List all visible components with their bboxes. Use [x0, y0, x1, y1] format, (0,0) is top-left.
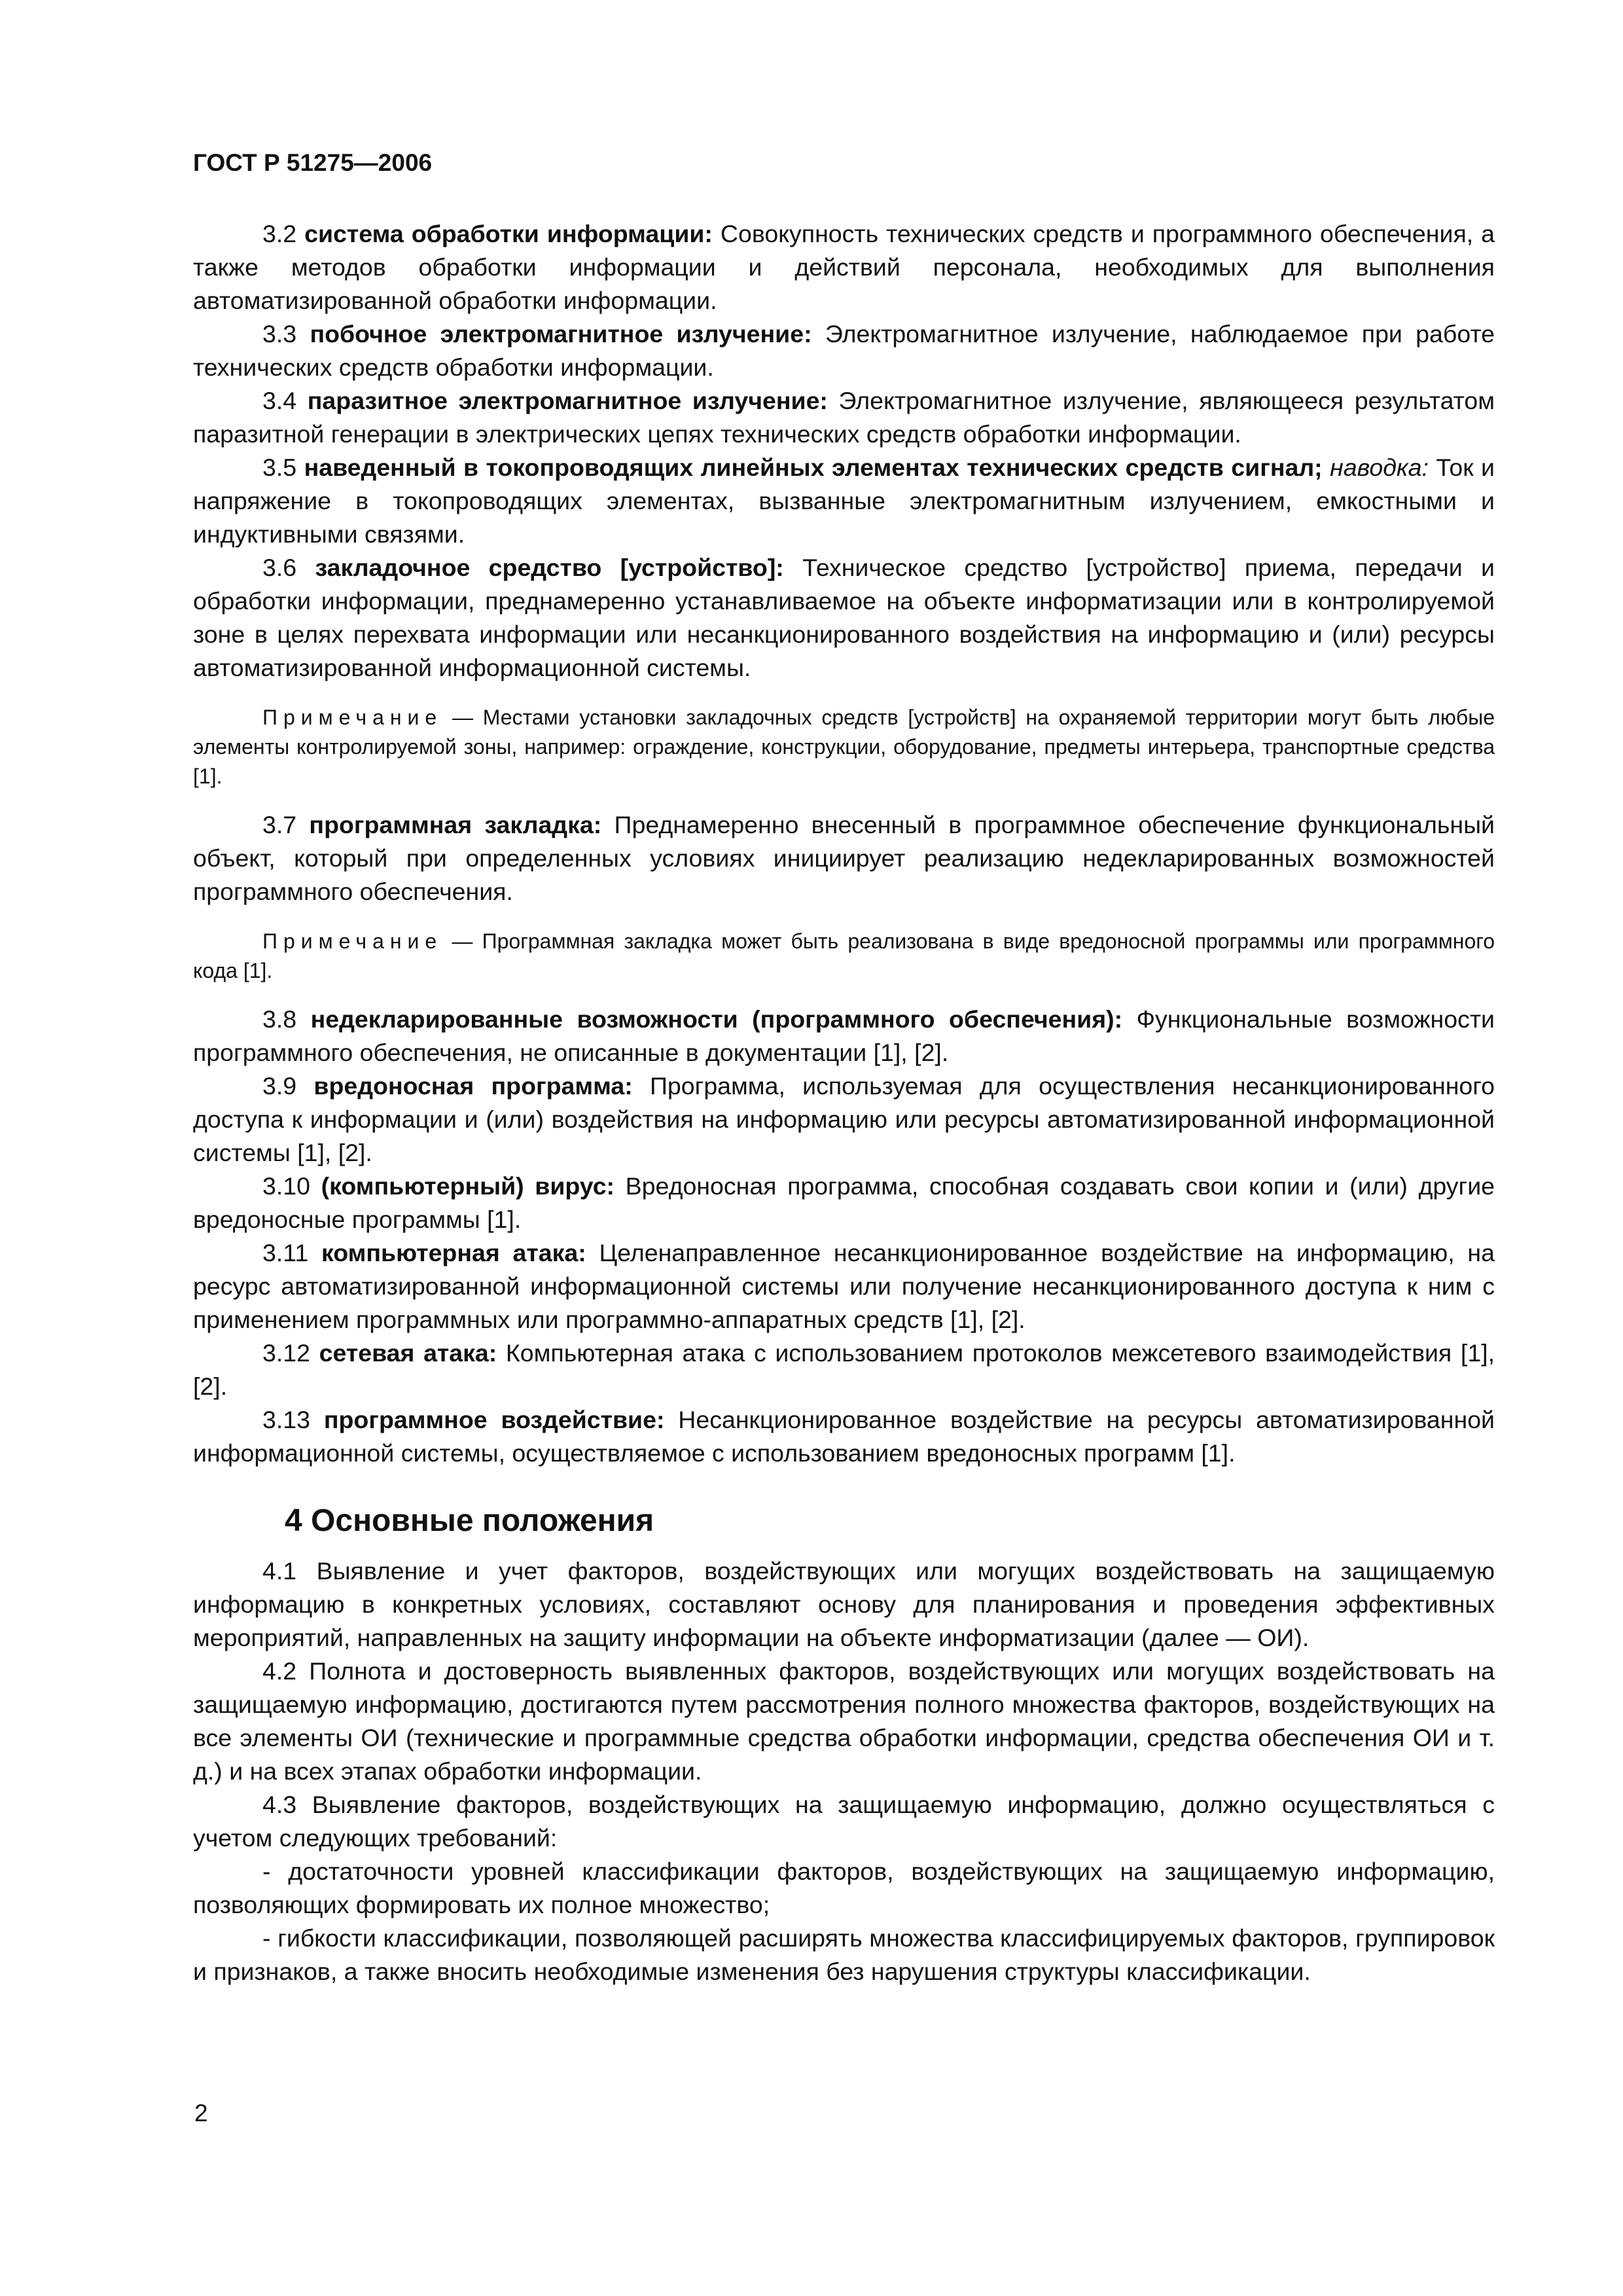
- term: сетевая атака:: [319, 1339, 497, 1367]
- note-1: [193, 703, 1495, 791]
- clause-number: 3.12: [262, 1339, 310, 1367]
- term: вредоносная программа:: [313, 1072, 633, 1100]
- body-text: [193, 217, 1495, 1988]
- definition-text: Программа, используемая для осуществления несанкционированного доступа к информации и (или) воздействия на информацию или ресурсы автоматизированной информационной системы [1], [2].: [193, 1072, 1495, 1166]
- definition-3-3: [193, 317, 1495, 384]
- note-text: — Программная закладка может быть реализована в виде вредоносной программы или программного кода [1].: [193, 929, 1495, 982]
- note-text: — Местами установки закладочных средств [устройств] на охраняемой территории могут быть любые элементы контролируемой зоны, например: ограждение, конструкции, оборудование, предметы интерьера, транспортные средства [1].: [193, 706, 1495, 788]
- clause-number: 3.7: [262, 811, 297, 838]
- definition-3-5: [193, 451, 1495, 551]
- definition-text: Вредоносная программа, способная создавать свои копии и (или) другие вредоносные программы [1].: [193, 1172, 1495, 1233]
- term: (компьютерный) вирус:: [321, 1172, 615, 1200]
- definition-3-7: [193, 808, 1495, 908]
- term: наведенный в токопроводящих линейных элементах технических средств сигнал;: [304, 454, 1323, 481]
- definition-3-6: [193, 551, 1495, 685]
- definition-3-13: [193, 1403, 1495, 1470]
- term: побочное электромагнитное излучение:: [310, 320, 812, 348]
- list-item: - достаточности уровней классификации факторов, воздействующих на защищаемую информацию, позволяющих формировать их полное множество;: [193, 1857, 1495, 1918]
- clause-number: 3.10: [262, 1172, 310, 1200]
- section-4-heading: 4 Основные положения: [285, 1503, 654, 1538]
- definition-text: Электромагнитное излучение, являющееся результатом паразитной генерации в электрических цепях технических средств обработки информации.: [193, 387, 1495, 448]
- paragraph-4-2: 4.2 Полнота и достоверность выявленных факторов, воздействующих или могущих воздействовать на защищаемую информацию, достигаются путем рассмотрения полного множества факторов, воздействующих на все элементы ОИ (технические и программные средства обработки информации, средства обеспечения ОИ и т. д.) и на всех этапах обработки информации.: [193, 1657, 1495, 1785]
- definition-text: Целенаправленное несанкционированное воздействие на информацию, на ресурс автоматизированной информационной системы или получение несанкционированного доступа к ним с применением программных или программно-аппаратных средств [1], [2].: [193, 1239, 1495, 1333]
- paragraph-4-1: 4.1 Выявление и учет факторов, воздействующих или могущих воздействовать на защищаемую информацию в конкретных условиях, составляют основу для планирования и проведения эффективных мероприятий, направленных на защиту информации на объекте информатизации (далее — ОИ).: [193, 1557, 1495, 1651]
- term: программное воздействие:: [323, 1406, 665, 1433]
- definition-text: Несанкционированное воздействие на ресурсы автоматизированной информационной системы, осуществляемое с использованием вредоносных программ [1].: [193, 1406, 1495, 1467]
- term: закладочное средство [устройство]:: [315, 554, 784, 581]
- definition-3-12: [193, 1336, 1495, 1403]
- definition-text: Техническое средство [устройство] приема, передачи и обработки информации, преднамеренно устанавливаемое на объекте информатизации или в контролируемой зоне в целях перехвата информации или несанкционированного воздействия на информацию и (или) ресурсы автоматизированной информационной системы.: [193, 554, 1495, 681]
- definition-text: Преднамеренно внесенный в программное обеспечение функциональный объект, который при определенных условиях инициирует реализацию недекларированных возможностей программного обеспечения.: [193, 811, 1495, 905]
- term: недекларированные возможности (программного обеспечения):: [310, 1005, 1123, 1033]
- clause-number: 3.3: [262, 320, 297, 348]
- list-item: - гибкости классификации, позволяющей расширять множества классифицируемых факторов, группировок и признаков, а также вносить необходимые изменения без нарушения структуры классификации.: [193, 1924, 1495, 1985]
- clause-number: 3.2: [262, 220, 297, 247]
- clause-number: 3.6: [262, 554, 297, 581]
- term: система обработки информации:: [304, 220, 713, 247]
- alternative-term: наводка:: [1330, 454, 1429, 481]
- definition-3-10: [193, 1170, 1495, 1236]
- definition-3-2: [193, 217, 1495, 317]
- clause-number: 3.11: [262, 1239, 309, 1266]
- paragraph-4-3: 4.3 Выявление факторов, воздействующих на защищаемую информацию, должно осуществляться с учетом следующих требований:: [193, 1791, 1495, 1852]
- clause-number: 3.9: [262, 1072, 297, 1100]
- clause-number: 3.8: [262, 1005, 297, 1033]
- term: программная закладка:: [309, 811, 602, 838]
- clause-number: 3.4: [262, 387, 297, 414]
- note-label: Примечание: [262, 929, 443, 953]
- note-2: [193, 927, 1495, 986]
- definition-text: Функциональные возможности программного обеспечения, не описанные в документации [1], [2].: [193, 1005, 1495, 1066]
- note-label: Примечание: [262, 706, 443, 729]
- definition-3-11: [193, 1236, 1495, 1336]
- clause-number: 3.5: [262, 454, 297, 481]
- definition-3-9: [193, 1069, 1495, 1170]
- definition-3-4: [193, 384, 1495, 451]
- standard-header: ГОСТ Р 51275—2006: [193, 149, 433, 176]
- term: компьютерная атака:: [321, 1239, 586, 1266]
- clause-number: 3.13: [262, 1406, 310, 1433]
- definition-text: Компьютерная атака с использованием протоколов межсетевого взаимодействия [1], [2].: [193, 1339, 1495, 1400]
- term: паразитное электромагнитное излучение:: [307, 387, 828, 414]
- definition-text: Ток и напряжение в токопроводящих элементах, вызванные электромагнитным излучением, емкостными и индуктивными связями.: [193, 454, 1495, 548]
- page-number: 2: [194, 2100, 208, 2126]
- definition-3-8: [193, 1003, 1495, 1069]
- definition-text: Электромагнитное излучение, наблюдаемое при работе технических средств обработки информации.: [193, 320, 1495, 381]
- definition-text: Совокупность технических средств и программного обеспечения, а также методов обработки информации и действий персонала, необходимых для выполнения автоматизированной обработки информации.: [193, 220, 1495, 314]
